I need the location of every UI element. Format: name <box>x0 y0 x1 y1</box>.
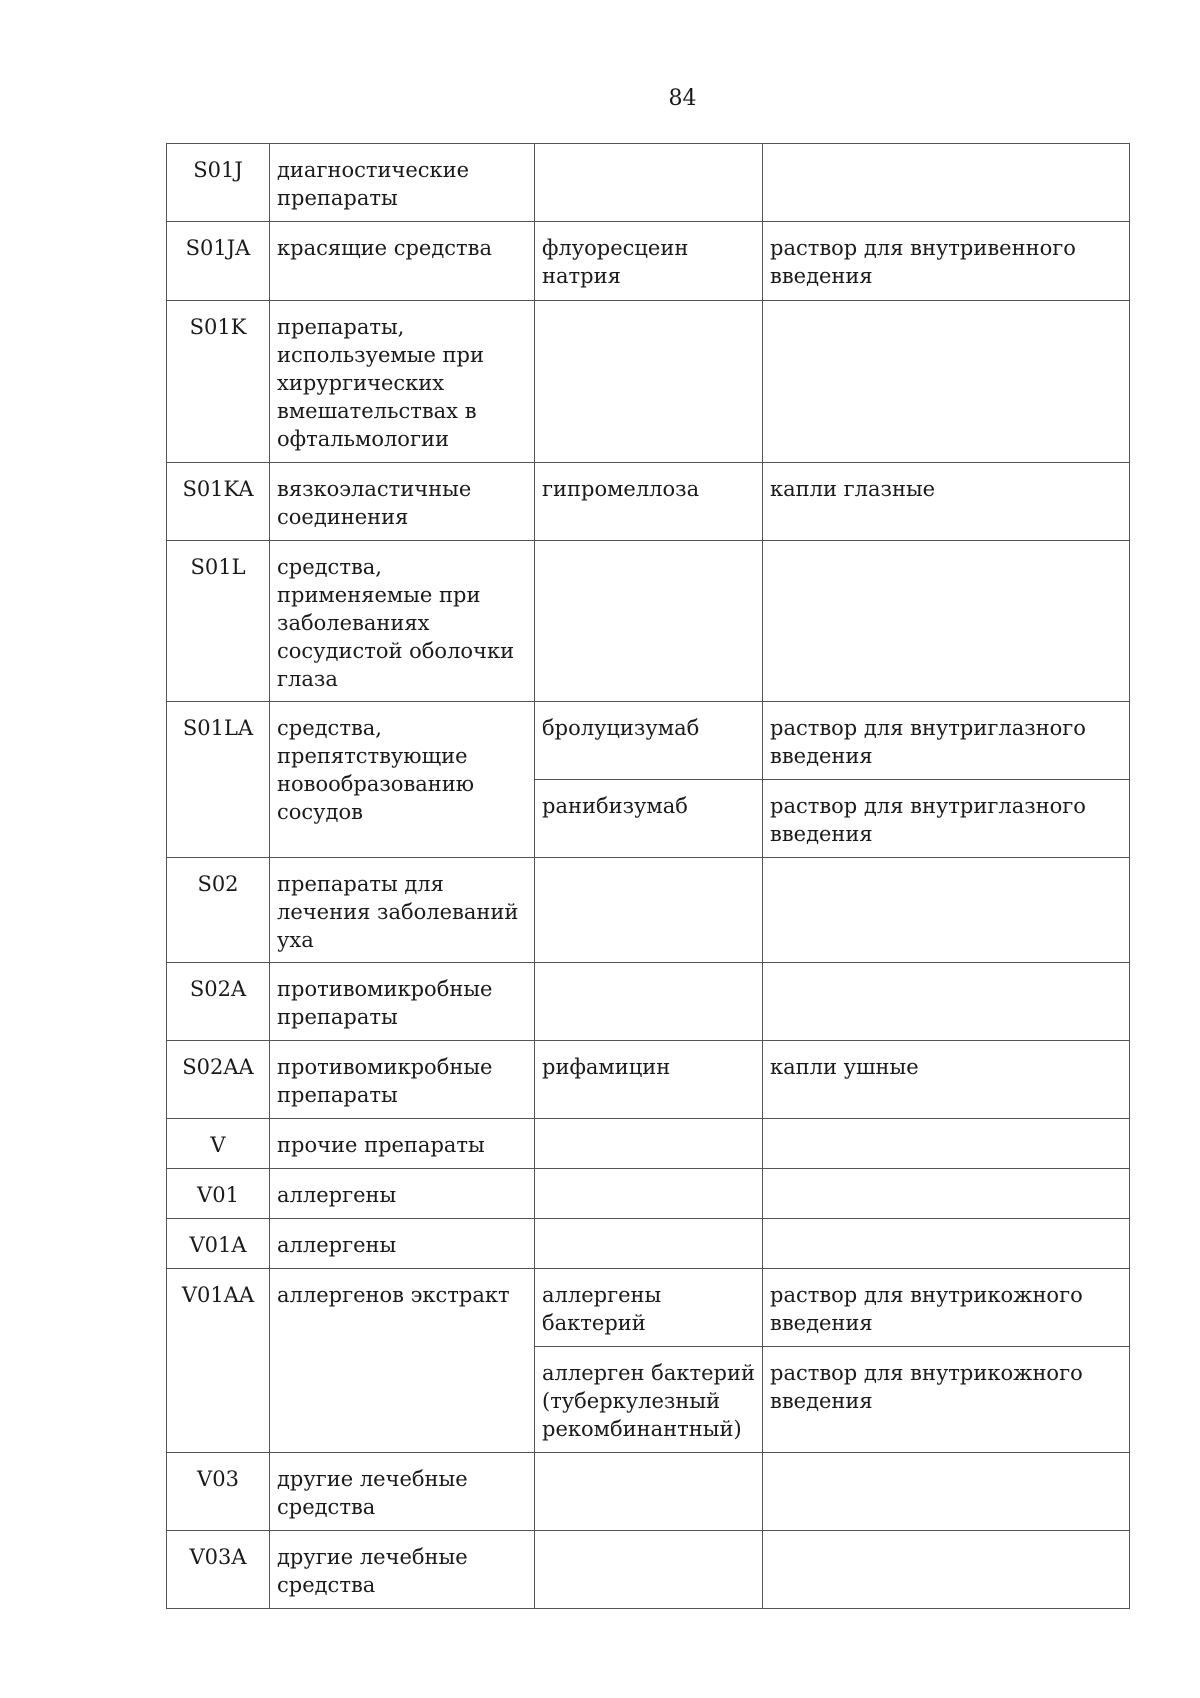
dosage-form-cell <box>763 963 1130 1041</box>
dosage-form-cell <box>763 541 1130 702</box>
atc-code-cell: V01A <box>167 1219 270 1269</box>
drug-name-cell <box>535 1453 763 1531</box>
table-row <box>167 144 1130 222</box>
atc-code-cell: S01LA <box>167 702 270 858</box>
atc-code-cell: S02AA <box>167 1041 270 1119</box>
group-name-cell: препараты для лечения заболеваний уха <box>270 858 535 963</box>
dosage-form-cell <box>763 144 1130 222</box>
group-name-cell: вязкоэластичные соединения <box>270 463 535 541</box>
table-row <box>167 858 1130 963</box>
dosage-form-cell <box>763 1453 1130 1531</box>
drug-name-cell <box>535 1119 763 1169</box>
drug-name-cell <box>535 858 763 963</box>
dosage-form-cell: раствор для внутрикожного введения <box>763 1269 1130 1347</box>
table-row <box>167 1041 1130 1119</box>
atc-code-cell: V03 <box>167 1453 270 1531</box>
drug-name-cell <box>535 541 763 702</box>
atc-code-cell: S01K <box>167 301 270 463</box>
page-number: 84 <box>668 86 697 111</box>
drug-classification-table <box>166 143 1130 1609</box>
dosage-form-cell <box>763 858 1130 963</box>
dosage-form-cell <box>763 1219 1130 1269</box>
atc-code-cell: V01AA <box>167 1269 270 1453</box>
drug-name-cell <box>535 1531 763 1609</box>
group-name-cell: аллергены <box>270 1169 535 1219</box>
drug-name-cell <box>535 144 763 222</box>
dosage-form-cell: раствор для внутривенного введения <box>763 222 1130 301</box>
atc-code-cell: S02A <box>167 963 270 1041</box>
drug-name-cell: аллергены бактерий <box>535 1269 763 1347</box>
group-name-cell: аллергенов экстракт <box>270 1269 535 1453</box>
atc-code-cell: S01JA <box>167 222 270 301</box>
table-row <box>167 963 1130 1041</box>
group-name-cell: другие лечебные средства <box>270 1531 535 1609</box>
dosage-form-cell: раствор для внутриглазного введения <box>763 702 1130 780</box>
drug-name-cell: гипромеллоза <box>535 463 763 541</box>
group-name-cell: красящие средства <box>270 222 535 301</box>
dosage-form-cell: раствор для внутриглазного введения <box>763 780 1130 858</box>
dosage-form-cell <box>763 301 1130 463</box>
dosage-form-cell: капли глазные <box>763 463 1130 541</box>
drug-name-cell <box>535 1169 763 1219</box>
group-name-cell: средства, применяемые при заболеваниях сосудистой оболочки глаза <box>270 541 535 702</box>
drug-name-cell: флуоресцеин натрия <box>535 222 763 301</box>
atc-code-cell: V01 <box>167 1169 270 1219</box>
table-row <box>167 702 1130 780</box>
group-name-cell: средства, препятствующие новообразованию сосудов <box>270 702 535 858</box>
atc-code-cell: S01J <box>167 144 270 222</box>
drug-name-cell: рифамицин <box>535 1041 763 1119</box>
atc-code-cell: S01KA <box>167 463 270 541</box>
table-row <box>167 1453 1130 1531</box>
group-name-cell: аллергены <box>270 1219 535 1269</box>
dosage-form-cell: раствор для внутрикожного введения <box>763 1347 1130 1453</box>
table-row <box>167 463 1130 541</box>
dosage-form-cell <box>763 1169 1130 1219</box>
group-name-cell: противомикробные препараты <box>270 1041 535 1119</box>
table-row <box>167 301 1130 463</box>
atc-code-cell: S01L <box>167 541 270 702</box>
table-row <box>167 541 1130 702</box>
group-name-cell: прочие препараты <box>270 1119 535 1169</box>
atc-code-cell: V <box>167 1119 270 1169</box>
atc-code-cell: S02 <box>167 858 270 963</box>
table-row <box>167 1269 1130 1347</box>
table-row <box>167 222 1130 301</box>
group-name-cell: диагностические препараты <box>270 144 535 222</box>
dosage-form-cell <box>763 1531 1130 1609</box>
table-row <box>167 1169 1130 1219</box>
drug-name-cell: бролуцизумаб <box>535 702 763 780</box>
drug-name-cell: аллерген бактерий (туберкулезный рекомбинантный) <box>535 1347 763 1453</box>
group-name-cell: противомикробные препараты <box>270 963 535 1041</box>
group-name-cell: препараты, используемые при хирургических вмешательствах в офтальмологии <box>270 301 535 463</box>
drug-name-cell <box>535 301 763 463</box>
atc-code-cell: V03A <box>167 1531 270 1609</box>
table-row <box>167 1119 1130 1169</box>
table-row <box>167 1219 1130 1269</box>
table-row <box>167 1531 1130 1609</box>
group-name-cell: другие лечебные средства <box>270 1453 535 1531</box>
drug-name-cell <box>535 1219 763 1269</box>
dosage-form-cell: капли ушные <box>763 1041 1130 1119</box>
dosage-form-cell <box>763 1119 1130 1169</box>
drug-name-cell: ранибизумаб <box>535 780 763 858</box>
drug-name-cell <box>535 963 763 1041</box>
